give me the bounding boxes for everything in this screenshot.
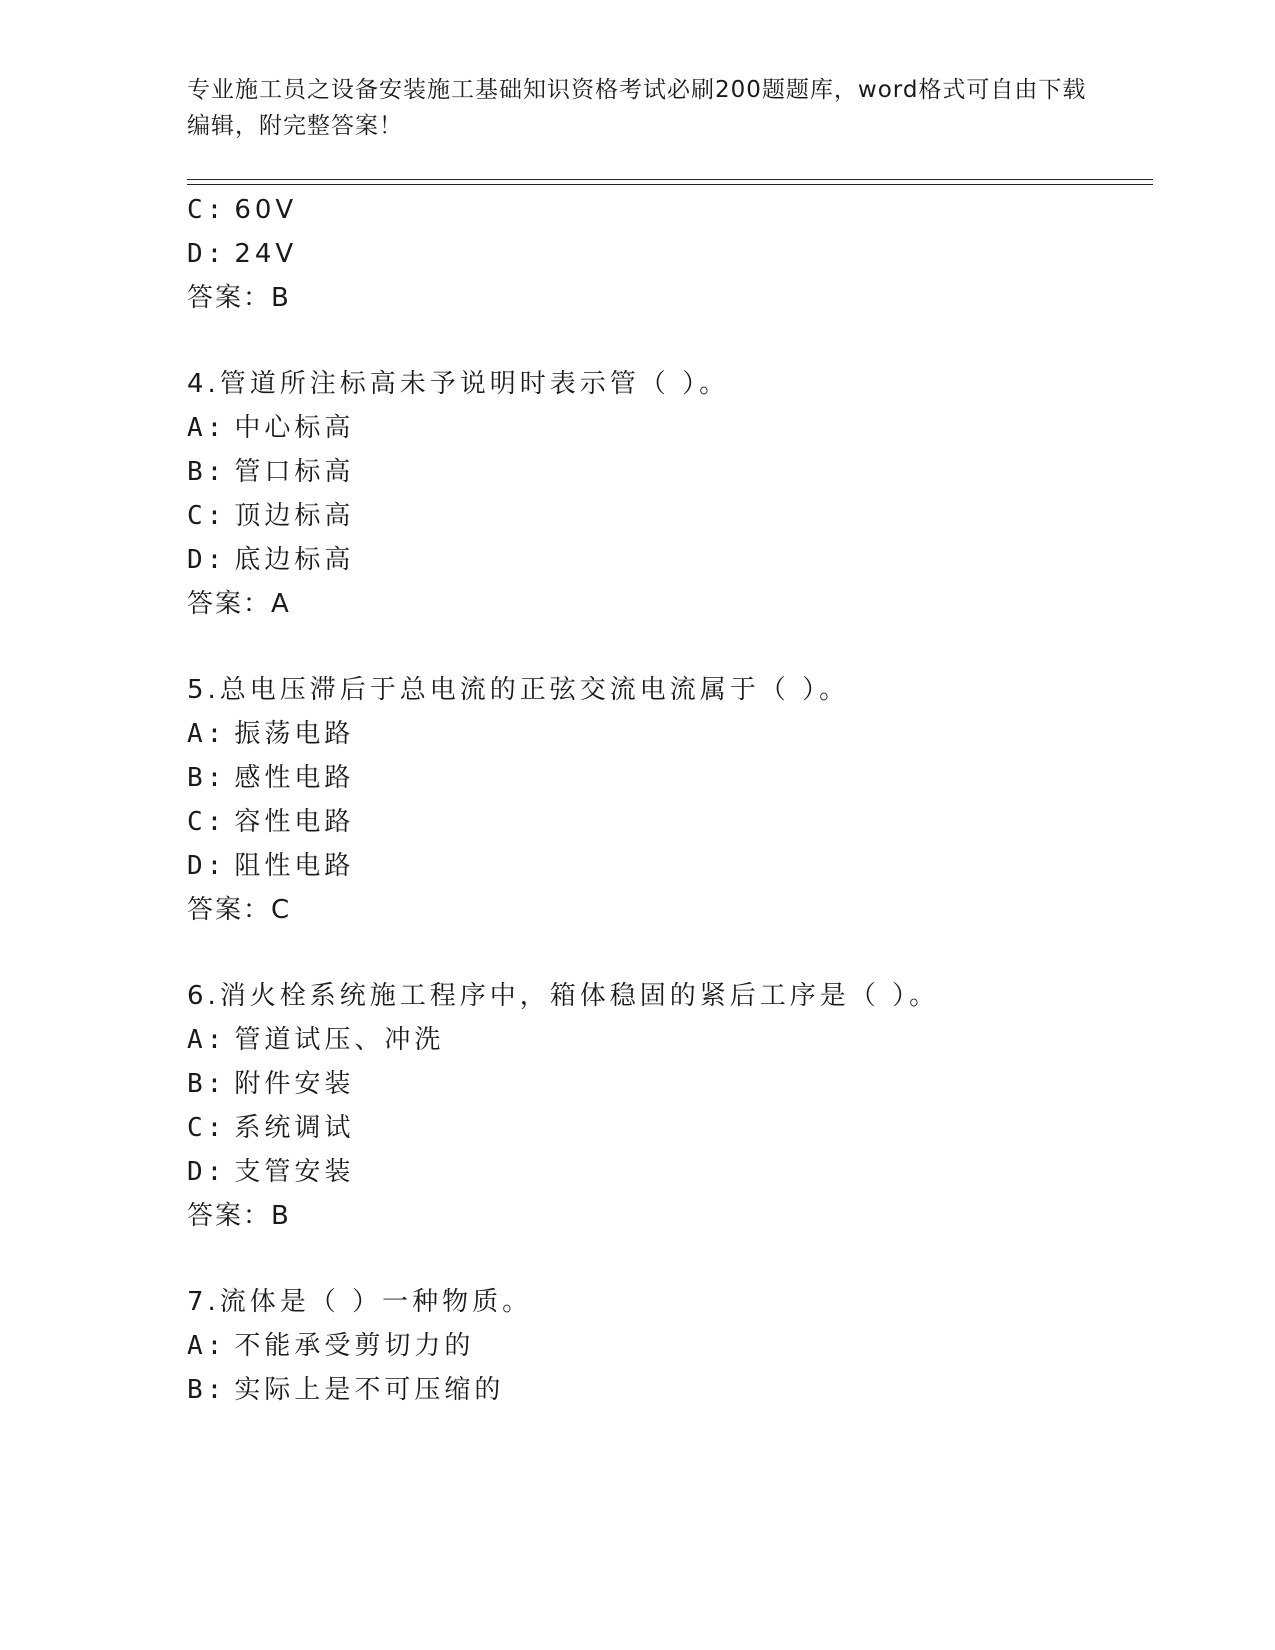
question-stem: 4.管道所注标高未予说明时表示管（ ）。 (187, 369, 730, 399)
option-a: A: 中心标高 (187, 413, 355, 443)
option-c: C: 系统调试 (187, 1113, 355, 1143)
option-d: D: 底边标高 (187, 545, 355, 575)
answer-line: 答案：B (187, 283, 291, 313)
option-c: C: 容性电路 (187, 807, 355, 837)
option-b: B: 管口标高 (187, 457, 355, 487)
option-a: A: 管道试压、冲洗 (187, 1025, 445, 1055)
option-d: D: 支管安装 (187, 1157, 355, 1187)
option-b: B: 实际上是不可压缩的 (187, 1375, 505, 1405)
question-stem: 6.消火栓系统施工程序中，箱体稳固的紧后工序是（ ）。 (187, 981, 940, 1011)
question-stem: 5.总电压滞后于总电流的正弦交流电流属于（ ）。 (187, 675, 850, 705)
answer-line: 答案：A (187, 589, 291, 619)
option-d: D: 24V (187, 239, 298, 269)
answer-line: 答案：C (187, 895, 292, 925)
option-b: B: 附件安装 (187, 1069, 355, 1099)
document-header: 专业施工员之设备安装施工基础知识资格考试必刷200题题库，word格式可自由下载编辑，附完整答案！ (187, 77, 1087, 139)
option-b: B: 感性电路 (187, 763, 355, 793)
option-c: C: 顶边标高 (187, 501, 355, 531)
answer-line: 答案：B (187, 1201, 291, 1231)
option-a: A: 振荡电路 (187, 719, 355, 749)
header-rule-bottom (187, 184, 1153, 185)
option-a: A: 不能承受剪切力的 (187, 1331, 475, 1361)
option-d: D: 阻性电路 (187, 851, 355, 881)
header-rule-top (187, 179, 1153, 180)
question-stem: 7.流体是（ ）一种物质。 (187, 1287, 533, 1317)
option-c: C: 60V (187, 195, 298, 225)
